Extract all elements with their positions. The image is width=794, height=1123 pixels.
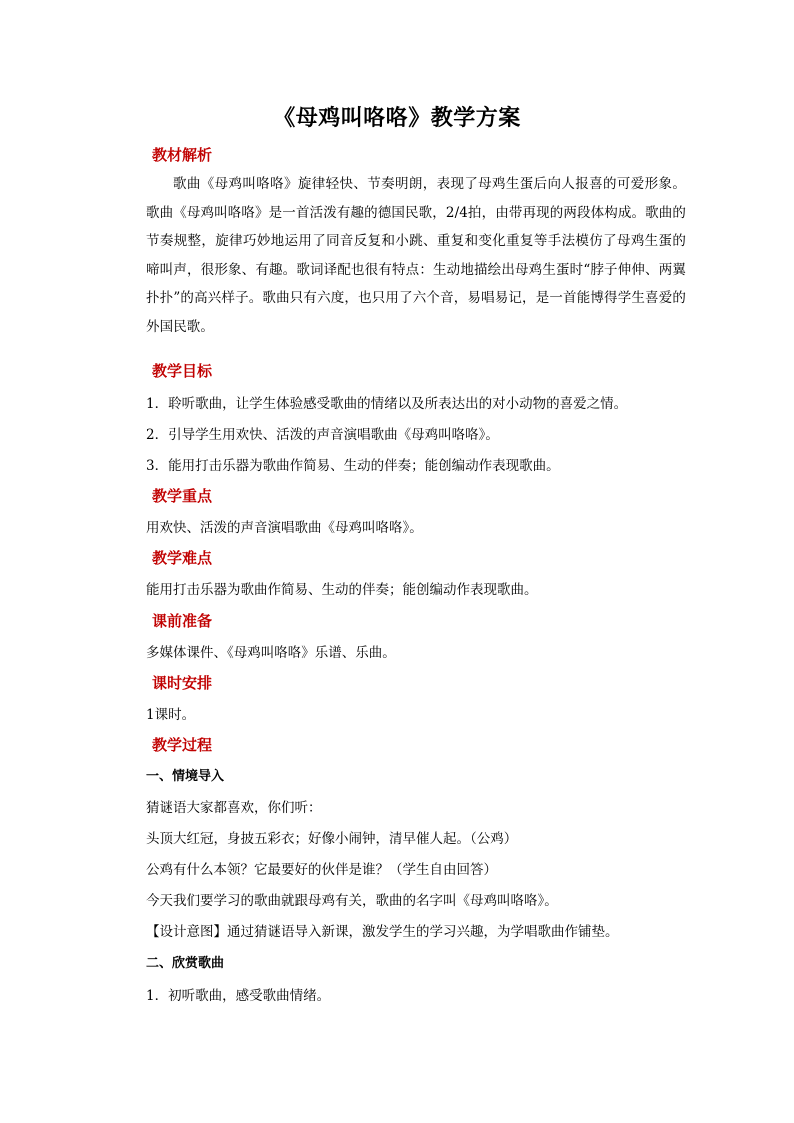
process-line-3: 公鸡有什么本领？它最要好的伙伴是谁？（学生自由回答） <box>146 862 497 878</box>
analysis-paragraph: 歌曲《母鸡叫咯咯》旋律轻快、节奏明朗，表现了母鸡生蛋后向人报喜的可爱形象。歌曲《母鸡叫咯咯》是一首活泼有趣的德国民歌，2/4拍，由带再现的两段体构成。歌曲的节奏规整，旋律巧妙地运用了同音反复和小跳、重复和变化重复等手法模仿了母鸡生蛋的啼叫声，很形象、有趣。歌词译配也很有特点：生动地描绘出母鸡生蛋时“脖子伸伸、两翼扑扑”的高兴样子。歌曲只有六度，也只用了六个音，易唱易记，是一首能博得学生喜爱的外国民歌。 <box>146 176 686 335</box>
difficulties-text: 能用打击乐器为歌曲作简易、生动的伴奏；能创编动作表现歌曲。 <box>146 582 538 598</box>
process-line-4: 今天我们要学习的歌曲就跟母鸡有关，歌曲的名字叫《母鸡叫咯咯》。 <box>146 893 558 909</box>
heading-preparation: 课前准备 <box>152 612 213 630</box>
heading-difficulties: 教学难点 <box>152 549 213 567</box>
heading-analysis: 教材解析 <box>152 146 213 164</box>
process-line-2: 头顶大红冠，身披五彩衣；好像小闹钟，清早催人起。（公鸡） <box>146 831 518 847</box>
process-line-1: 猜谜语大家都喜欢，你们听： <box>146 800 322 816</box>
key-points-text: 用欢快、活泼的声音演唱歌曲《母鸡叫咯咯》。 <box>146 520 423 536</box>
heading-goals: 教学目标 <box>152 362 213 380</box>
goal-item-1: 1．聆听歌曲，让学生体验感受歌曲的情绪以及所表达出的对小动物的喜爱之情。 <box>146 396 628 412</box>
subheading-song-appreciation: 二、欣赏歌曲 <box>146 956 225 971</box>
preparation-text: 多媒体课件、《母鸡叫咯咯》乐谱、乐曲。 <box>146 645 396 661</box>
goal-item-3: 3．能用打击乐器为歌曲作简易、生动的伴奏；能创编动作表现歌曲。 <box>146 458 560 474</box>
goal-item-2: 2．引导学生用欢快、活泼的声音演唱歌曲《母鸡叫咯咯》。 <box>146 427 499 443</box>
appreciation-line-1: 1．初听歌曲，感受歌曲情绪。 <box>146 988 331 1004</box>
design-intent-line: 【设计意图】通过猜谜语导入新课，激发学生的学习兴趣，为学唱歌曲作铺垫。 <box>146 924 619 940</box>
schedule-text: 1课时。 <box>146 707 196 723</box>
heading-key-points: 教学重点 <box>152 487 213 505</box>
document-title: 《母鸡叫咯咯》教学方案 <box>273 105 521 131</box>
subheading-scenario-intro: 一、情境导入 <box>146 769 225 784</box>
heading-process: 教学过程 <box>152 736 213 754</box>
heading-schedule: 课时安排 <box>152 674 213 692</box>
